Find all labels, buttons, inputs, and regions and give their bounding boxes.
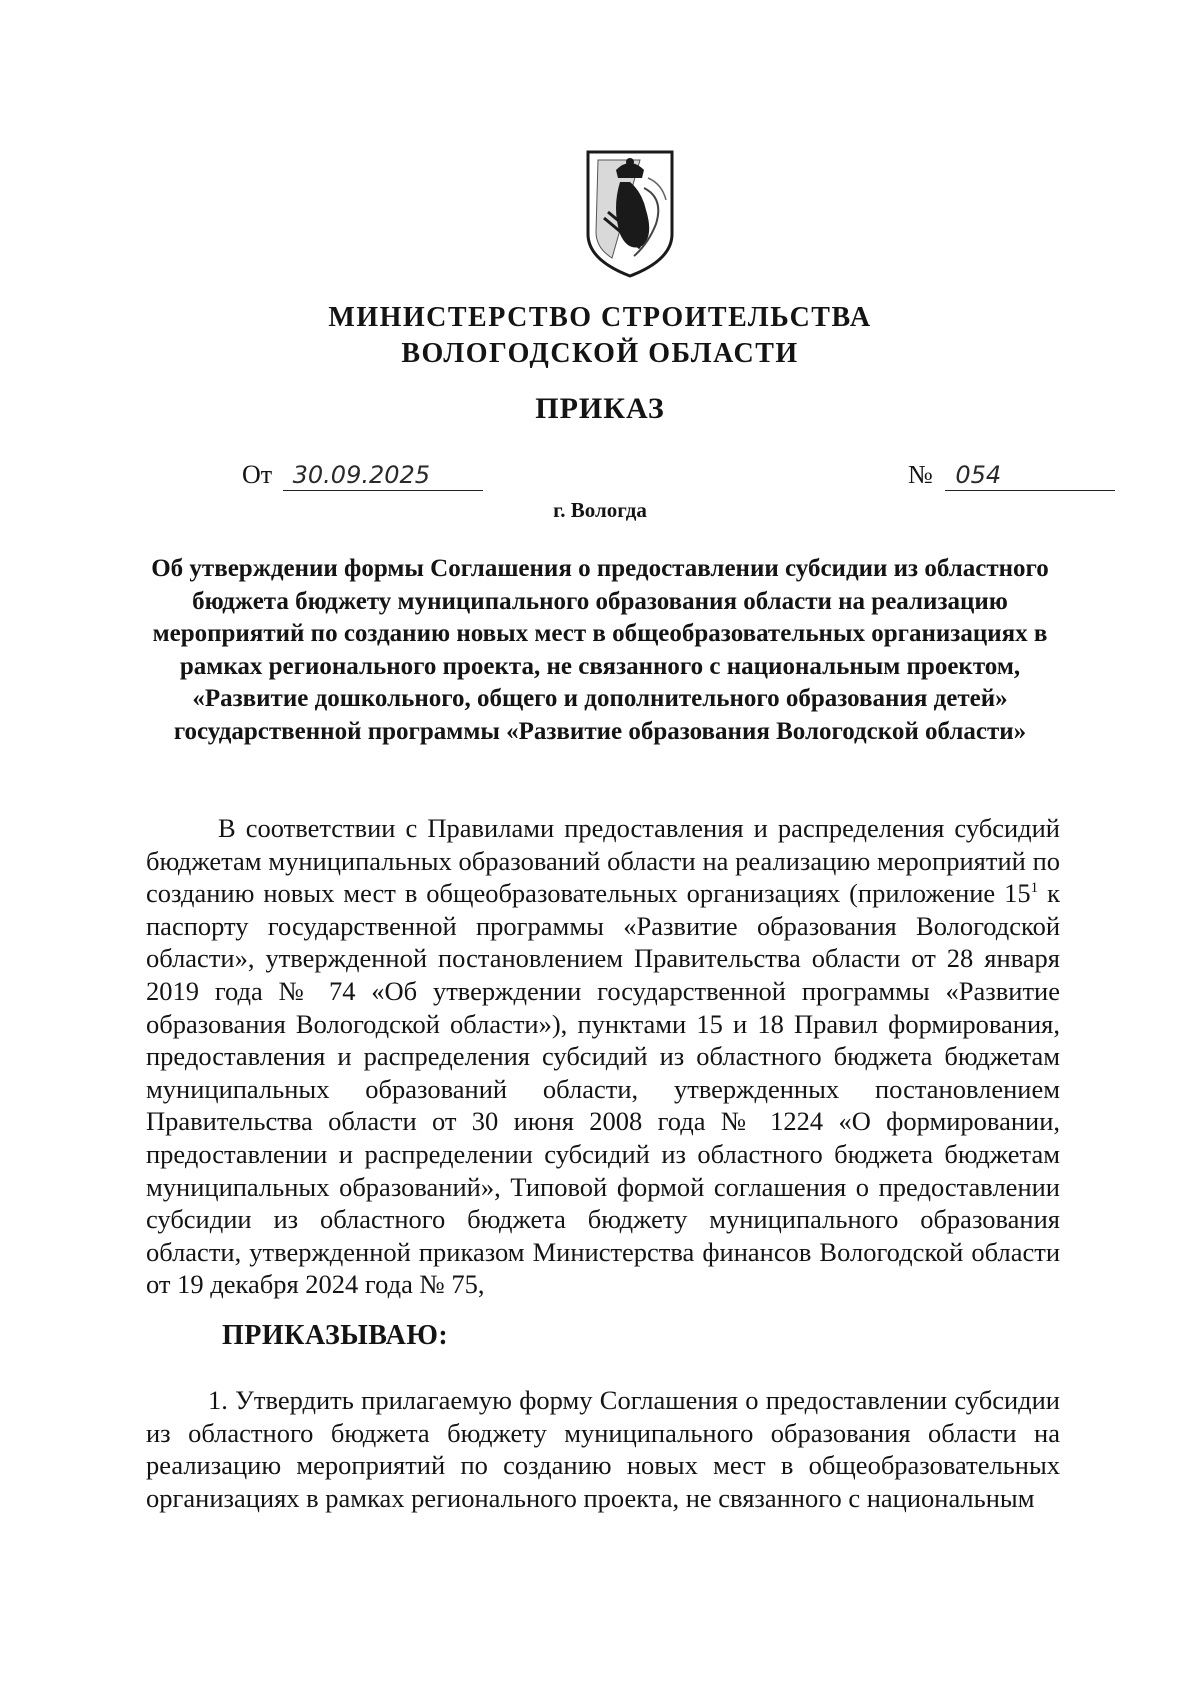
city-name: г. Вологда <box>553 498 647 522</box>
preamble-text-end: к паспорту государственной программы «Развитие образования Вологодской области», утвержденной постановлением Правительства области от 28 января 2019 года № 74 «Об утверждении государственной программы «Развитие образования Вологодской области»), пунктами 15 и 18 Правил формирования, предоставления и распределения субсидий из областного бюджета бюджетам муниципальных образований области, утвержденных постановлением Правительства области от 30 июня 2008 года № 1224 «О формировании, предоставлении и распределении субсидий из областного бюджета бюджетам муниципальных образований», Типовой формой соглашения о предоставлении субсидии из областного бюджета бюджету муниципального образования области, утвержденной приказом Министерства финансов Вологодской области от 19 декабря 2024 года № 75, <box>146 878 1060 1300</box>
ministry-name-line1: МИНИСТЕРСТВО СТРОИТЕЛЬСТВА <box>328 302 872 333</box>
ministry-name-line2: ВОЛОГОДСКОЙ ОБЛАСТИ <box>401 338 799 369</box>
number-field <box>908 460 1115 491</box>
preamble-text-start: В соответствии с Правилами предоставления и распределения субсидий бюджетам муниципальных образований области на реализацию мероприятий по созданию новых мест в общеобразовательных организациях (приложение 15 <box>146 813 1060 909</box>
number-value: 054 <box>945 460 1115 491</box>
date-label: От <box>242 460 273 489</box>
preamble-paragraph <box>146 812 1060 1301</box>
date-value: 30.09.2025 <box>283 460 483 491</box>
order-item-1: 1. Утвердить прилагаемую форму Соглашения о предоставлении субсидии из областного бюджета бюджету муниципального образования области на реализацию мероприятий по созданию новых мест в общеобразовательных организациях в рамках регионального проекта, не связанного с национальным <box>146 1385 1060 1513</box>
preamble-superscript: 1 <box>1030 880 1039 897</box>
document-type: ПРИКАЗ <box>535 392 665 425</box>
coat-of-arms-icon <box>582 148 678 280</box>
order-word: ПРИКАЗЫВАЮ: <box>222 1320 449 1351</box>
date-field <box>242 460 483 491</box>
document-title: Об утверждении формы Соглашения о предоставлении субсидии из областного бюджета бюджету муниципального образования области на реализацию мероприятий по созданию новых мест в общеобразовательных организациях в рамках регионального проекта, не связанного с национальным проектом, «Развитие дошкольного, общего и дополнительного образования детей» государственной программы «Развитие образования Вологодской области» <box>151 555 1049 745</box>
number-label: № <box>908 460 933 489</box>
